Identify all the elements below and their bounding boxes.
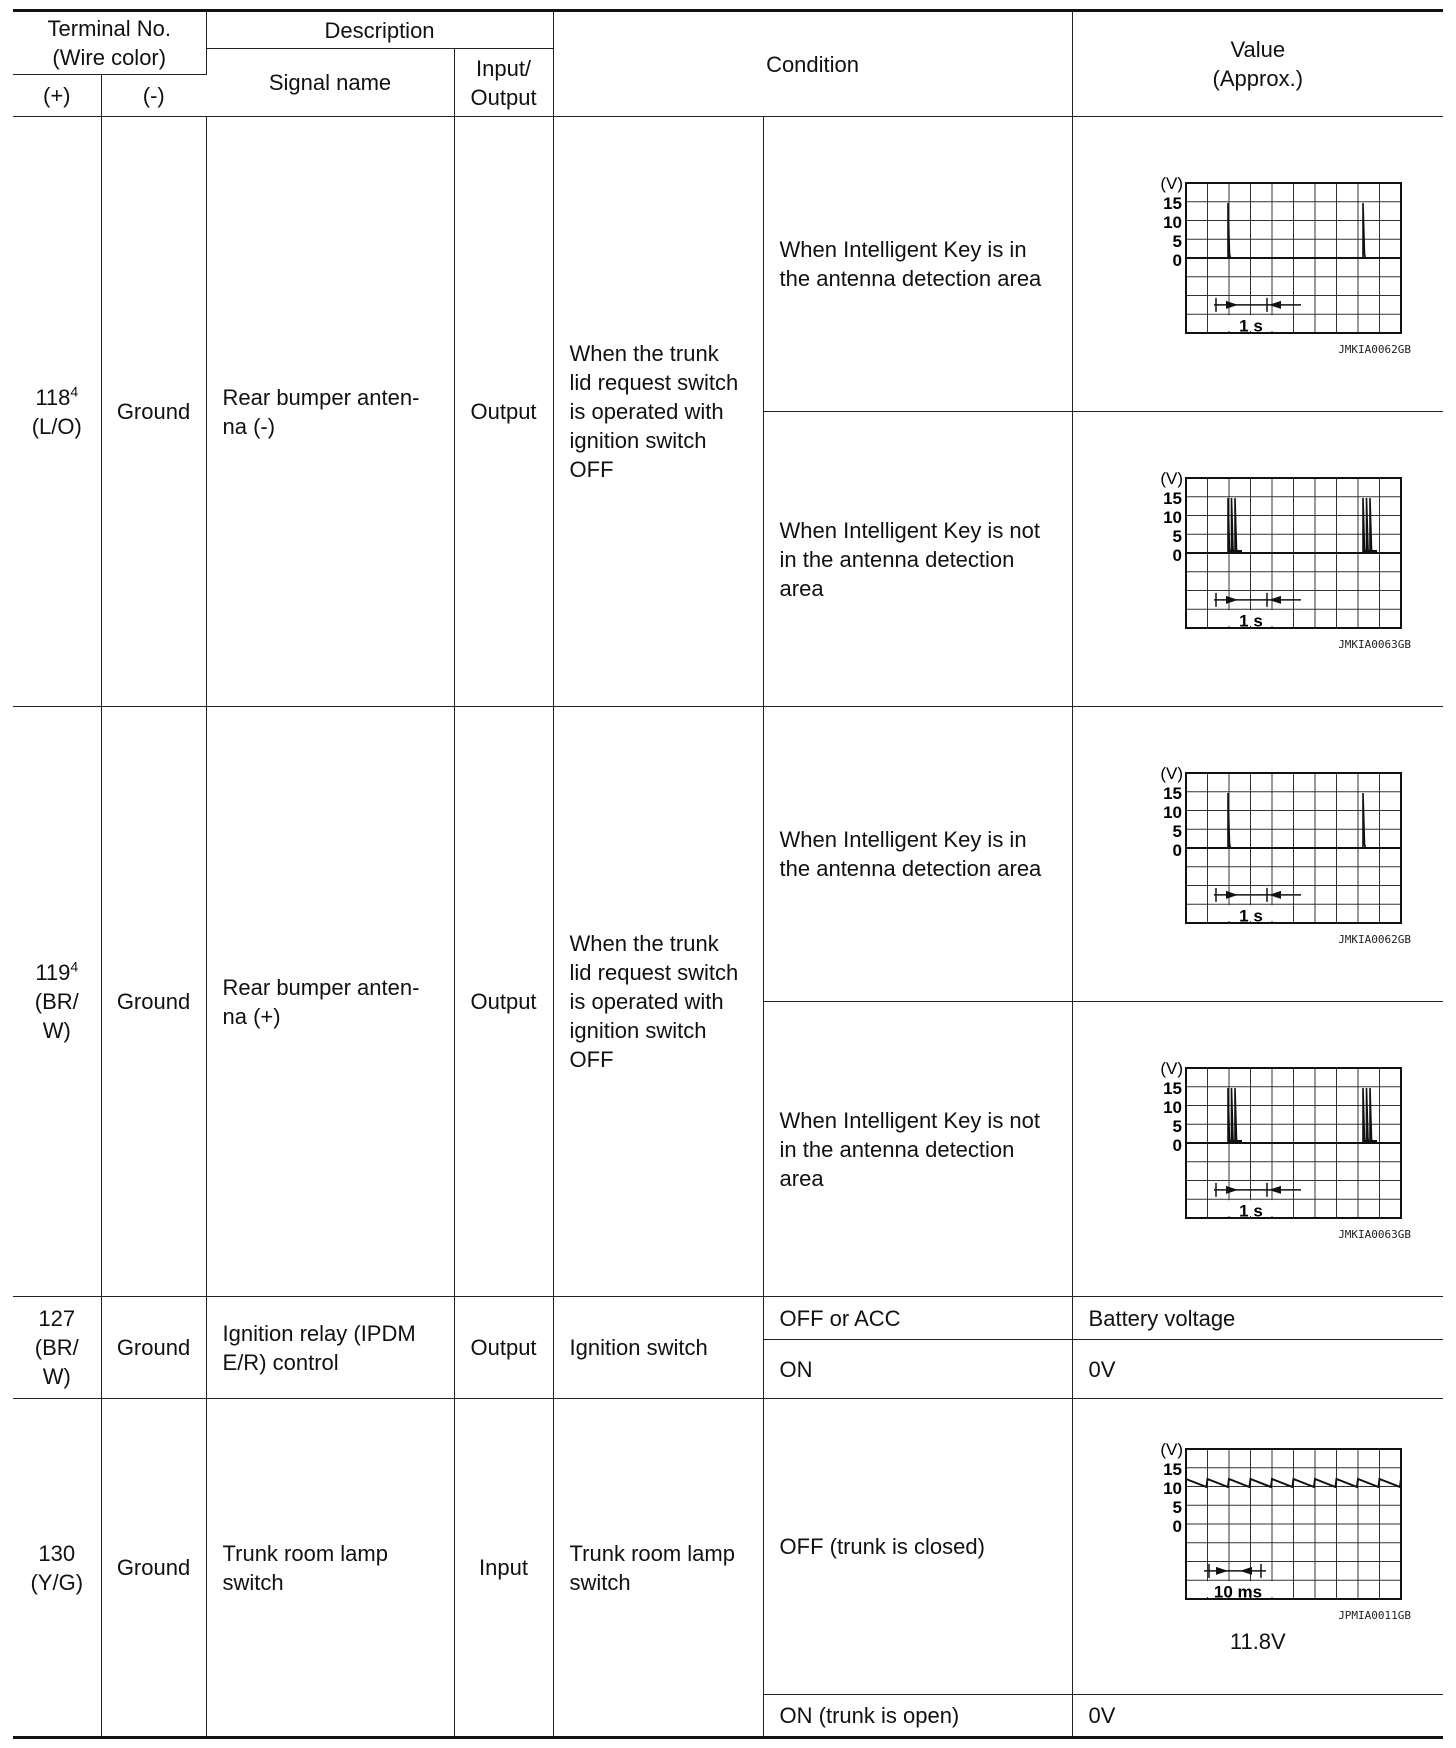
terminal-number: 118 xyxy=(35,384,71,410)
sub-condition-cell: OFF (trunk is closed) xyxy=(763,1399,1072,1695)
value-cell xyxy=(1072,412,1443,707)
signal-pulse xyxy=(1370,1088,1373,1143)
image-code: JMKIA0063GB xyxy=(1338,1228,1412,1241)
axis-unit: (V) xyxy=(1160,764,1183,783)
condition-cell: When the trunk lid request switch is operated with ignition switch OFF xyxy=(553,707,763,1297)
axis-unit: (V) xyxy=(1160,469,1183,488)
header-wire-color: (Wire color) xyxy=(52,45,167,70)
time-label: 1 s xyxy=(1238,906,1263,926)
header-approx-label: (Approx.) xyxy=(1212,66,1304,91)
header-description: Description xyxy=(206,11,553,49)
header-input-output xyxy=(454,49,553,117)
io-cell: Output xyxy=(454,117,553,707)
sub-condition-cell: When Intelligent Key is not in the antenna detection area xyxy=(763,1002,1072,1297)
image-code: JMKIA0062GB xyxy=(1338,343,1412,356)
sub-condition-cell: When Intelligent Key is in the antenna detection area xyxy=(763,117,1072,412)
image-code: JMKIA0063GB xyxy=(1338,638,1412,651)
header-minus: (-) xyxy=(101,75,206,117)
ground-cell: Ground xyxy=(101,1399,206,1738)
header-plus: (+) xyxy=(13,75,101,117)
signal-sawtooth xyxy=(1186,1479,1401,1487)
terminal-superscript: 4 xyxy=(70,383,79,400)
axis-tick-label: 10 xyxy=(1162,1479,1182,1498)
ground-cell: Ground xyxy=(101,117,206,707)
table-row xyxy=(13,707,1443,1002)
image-code: JMKIA0062GB xyxy=(1338,933,1412,946)
axis-tick-label: 10 xyxy=(1162,803,1182,822)
header-value xyxy=(1072,11,1443,117)
axis-tick-label: 0 xyxy=(1172,251,1182,270)
wire-color-line-2: W) xyxy=(42,1018,71,1043)
oscilloscope-waveform xyxy=(1108,761,1408,933)
time-arrow xyxy=(1216,1567,1228,1575)
io-cell: Output xyxy=(454,707,553,1297)
axis-unit: (V) xyxy=(1160,1440,1183,1459)
value-cell: Battery voltage xyxy=(1072,1297,1443,1340)
axis-tick-label: 5 xyxy=(1172,232,1182,251)
axis-tick-label: 10 xyxy=(1162,1098,1182,1117)
axis-tick-label: 15 xyxy=(1162,1079,1182,1098)
image-code: JPMIA0011GB xyxy=(1338,1609,1412,1622)
time-label: 1 s xyxy=(1238,1201,1263,1221)
table-row xyxy=(13,117,1443,412)
axis-tick-label: 5 xyxy=(1172,1117,1182,1136)
signal-pulse xyxy=(1231,498,1234,553)
terminal-cell xyxy=(13,707,101,1297)
signal-name-cell: Rear bumper anten- na (-) xyxy=(206,117,454,707)
table-row xyxy=(13,1297,1443,1340)
value-cell xyxy=(1072,1002,1443,1297)
header-row-1 xyxy=(13,11,1443,49)
signal-pulse xyxy=(1370,498,1373,553)
wire-color-line-1: (BR/ xyxy=(34,1335,79,1360)
io-cell: Input xyxy=(454,1399,553,1738)
wire-color-line-2: W) xyxy=(42,1364,71,1389)
signal-pulse xyxy=(1363,203,1366,258)
header-io-line-2: Output xyxy=(470,84,537,110)
axis-tick-label: 15 xyxy=(1162,194,1182,213)
terminal-number: 130 xyxy=(38,1540,76,1566)
time-arrow xyxy=(1240,1567,1252,1575)
axis-tick-label: 0 xyxy=(1172,1136,1182,1155)
time-arrow xyxy=(1269,596,1281,604)
oscilloscope-waveform xyxy=(1108,466,1408,638)
oscilloscope-waveform xyxy=(1108,171,1408,343)
header-value-label: Value xyxy=(1230,37,1286,62)
axis-unit: (V) xyxy=(1160,174,1183,193)
terminal-superscript: 4 xyxy=(70,958,79,975)
axis-tick-label: 15 xyxy=(1162,1460,1182,1479)
sub-condition-cell: When Intelligent Key is in the antenna detection area xyxy=(763,707,1072,1002)
time-arrow xyxy=(1226,301,1238,309)
measured-value: 11.8V xyxy=(1229,1629,1286,1654)
ground-cell: Ground xyxy=(101,707,206,1297)
time-label: 10 ms xyxy=(1213,1582,1262,1602)
sub-condition-cell: ON (trunk is open) xyxy=(763,1695,1072,1738)
terminal-number: 119 xyxy=(35,960,71,985)
header-signal-name: Signal name xyxy=(206,49,454,117)
signal-name-cell: Rear bumper anten- na (+) xyxy=(206,707,454,1297)
header-terminal-no: Terminal No. xyxy=(47,16,171,41)
time-arrow xyxy=(1226,596,1238,604)
sub-condition-cell: OFF or ACC xyxy=(763,1297,1072,1340)
axis-tick-label: 5 xyxy=(1172,822,1182,841)
signal-pulse xyxy=(1366,1088,1369,1143)
axis-tick-label: 0 xyxy=(1172,546,1182,565)
ground-cell: Ground xyxy=(101,1297,206,1399)
axis-tick-label: 15 xyxy=(1162,489,1182,508)
time-label: 1 s xyxy=(1238,611,1263,631)
terminal-number: 127 xyxy=(38,1306,76,1331)
header-terminal xyxy=(13,11,206,75)
signal-pulse xyxy=(1363,793,1366,848)
condition-cell: When the trunk lid request switch is operated with ignition switch OFF xyxy=(553,117,763,707)
axis-tick-label: 5 xyxy=(1172,1498,1182,1517)
value-cell: 0V xyxy=(1072,1340,1443,1399)
axis-tick-label: 10 xyxy=(1162,508,1182,527)
io-cell: Output xyxy=(454,1297,553,1399)
wire-color-line-1: (BR/ xyxy=(34,989,79,1014)
axis-tick-label: 0 xyxy=(1172,841,1182,860)
terminal-cell xyxy=(13,117,101,707)
terminal-spec-table xyxy=(13,9,1443,1739)
oscilloscope-waveform xyxy=(1108,1437,1408,1609)
value-cell xyxy=(1072,117,1443,412)
signal-pulse xyxy=(1363,1088,1366,1143)
time-arrow xyxy=(1269,301,1281,309)
signal-pulse xyxy=(1366,498,1369,553)
time-arrow xyxy=(1269,891,1281,899)
time-arrow xyxy=(1269,1186,1281,1194)
value-cell xyxy=(1072,1399,1443,1695)
header-condition: Condition xyxy=(553,11,1072,117)
sub-condition-cell: When Intelligent Key is not in the antenna detection area xyxy=(763,412,1072,707)
wire-color: (Y/G) xyxy=(30,1569,84,1595)
sub-condition-cell: ON xyxy=(763,1340,1072,1399)
time-arrow xyxy=(1226,1186,1238,1194)
axis-tick-label: 5 xyxy=(1172,527,1182,546)
signal-pulse xyxy=(1235,498,1238,553)
axis-unit: (V) xyxy=(1160,1059,1183,1078)
axis-tick-label: 0 xyxy=(1172,1517,1182,1536)
signal-name-cell: Trunk room lamp switch xyxy=(206,1399,454,1738)
axis-tick-label: 10 xyxy=(1162,213,1182,232)
terminal-cell xyxy=(13,1297,101,1399)
oscilloscope-waveform xyxy=(1108,1056,1408,1228)
signal-name-cell: Ignition relay (IPDM E/R) control xyxy=(206,1297,454,1399)
value-cell xyxy=(1072,707,1443,1002)
header-io-line-1: Input/ xyxy=(476,55,532,81)
condition-cell: Ignition switch xyxy=(553,1297,763,1399)
axis-tick-label: 15 xyxy=(1162,784,1182,803)
signal-pulse xyxy=(1363,498,1366,553)
condition-cell: Trunk room lamp switch xyxy=(553,1399,763,1738)
value-cell: 0V xyxy=(1072,1695,1443,1738)
table-row xyxy=(13,1399,1443,1695)
time-label: 1 s xyxy=(1238,316,1263,336)
signal-pulse xyxy=(1235,1088,1238,1143)
signal-pulse xyxy=(1231,1088,1234,1143)
time-arrow xyxy=(1226,891,1238,899)
terminal-cell xyxy=(13,1399,101,1738)
wire-color: (L/O) xyxy=(31,413,82,439)
